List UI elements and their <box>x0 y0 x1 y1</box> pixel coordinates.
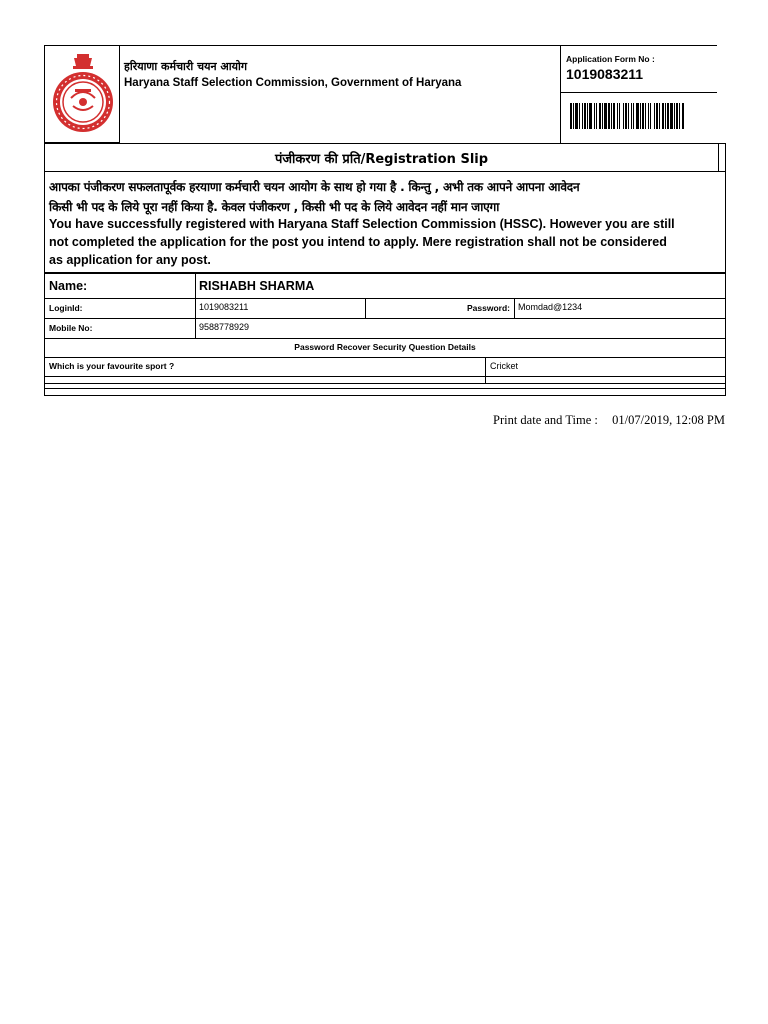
message-hindi-line-2: किसी भी पद के लिये पूरा नहीं किया है. केवल पंजीकरण , किसी भी पद के लिये आवेदन नहीं मान जाएगा <box>49 200 500 214</box>
print-date-label: Print date and Time : <box>493 413 598 427</box>
security-heading: Password Recover Security Question Details <box>294 342 476 352</box>
print-date-value: 01/07/2019, 12:08 PM <box>612 413 725 427</box>
application-form-label: Application Form No : <box>566 54 655 64</box>
mobile-row <box>44 318 726 339</box>
org-name-hindi: हरियाणा कर्मचारी चयन आयोग <box>124 60 248 73</box>
slip-title-bar <box>44 143 726 172</box>
name-value: RISHABH SHARMA <box>199 279 315 293</box>
barcode-cell <box>560 92 717 143</box>
security-answer: Cricket <box>490 361 519 371</box>
security-heading-row <box>44 338 726 358</box>
application-number-cell <box>560 45 717 93</box>
security-question: Which is your favourite sport ? <box>49 361 175 371</box>
message-english-line-3: as application for any post. <box>49 253 211 267</box>
message-hindi-line-1: आपका पंजीकरण सफलतापूर्वक हरयाणा कर्मचारी चयन आयोग के साथ हो गया है . किन्तु , अभी तक आपने आपना आवेदन <box>49 180 580 194</box>
message-english-line-2: not completed the application for the post you intend to apply. Mere registration shall not be considered <box>49 235 667 249</box>
security-question-row <box>44 357 726 377</box>
barcode-icon <box>570 103 706 129</box>
login-id-value: 1019083211 <box>199 302 249 312</box>
org-name-english: Haryana Staff Selection Commission, Government of Haryana <box>124 77 462 89</box>
login-row <box>44 298 726 319</box>
header-title-cell <box>119 45 561 143</box>
application-form-number: 1019083211 <box>566 66 644 82</box>
password-value: Momdad@1234 <box>518 302 583 312</box>
mobile-value: 9588778929 <box>199 322 250 332</box>
slip-title: पंजीकरण की प्रति/Registration Slip <box>274 152 489 167</box>
mobile-label: Mobile No: <box>49 323 93 333</box>
name-label: Name: <box>49 279 88 293</box>
haryana-emblem-icon <box>49 50 117 140</box>
empty-row <box>44 388 726 396</box>
message-english-line-1: You have successfully registered with Haryana Staff Selection Commission (HSSC). However you are still <box>49 217 675 231</box>
login-id-label: LoginId: <box>49 303 83 313</box>
seal-cell <box>44 45 120 143</box>
print-date-line <box>493 413 725 428</box>
registration-message-box <box>44 171 726 273</box>
password-label: Password: <box>467 303 510 313</box>
name-row <box>44 273 726 299</box>
